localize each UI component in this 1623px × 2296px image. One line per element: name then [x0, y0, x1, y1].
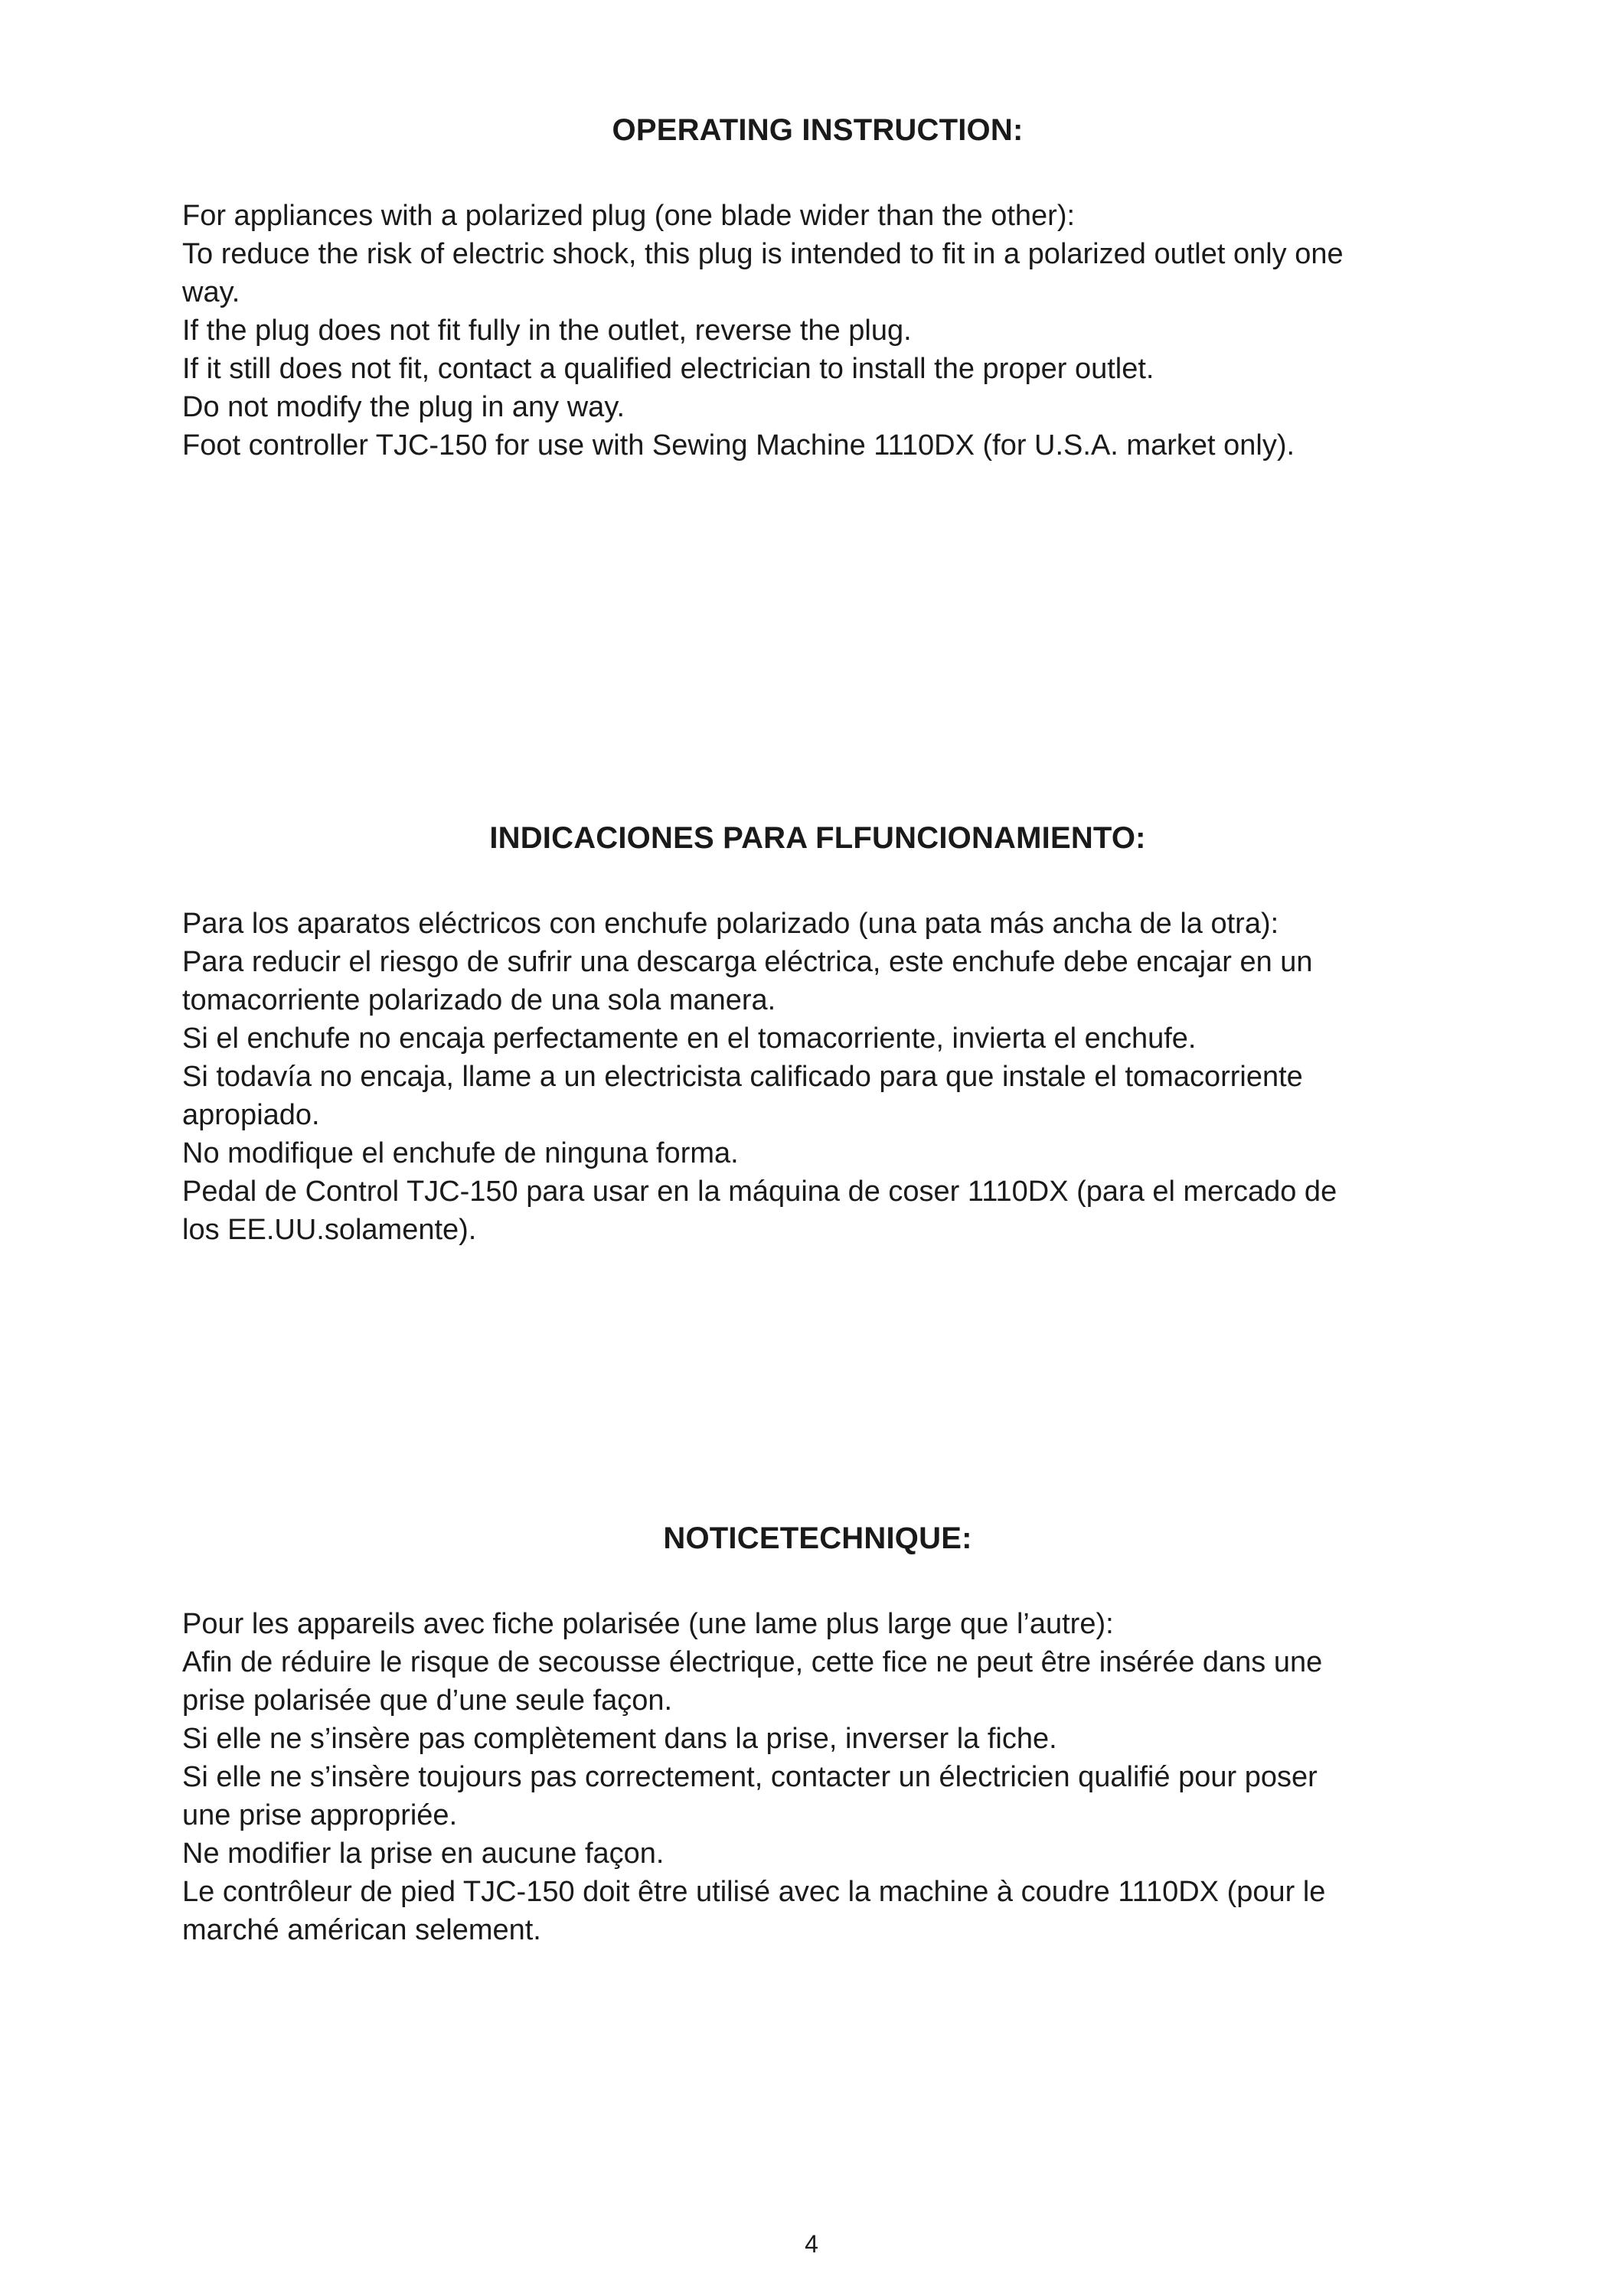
- text-line: Si elle ne s’insère toujours pas correctement, contacter un électricien qualifié pour poser: [182, 1761, 1318, 1793]
- section-body-english: [182, 197, 1453, 465]
- page-number: 4: [805, 2230, 818, 2258]
- text-line: Para reducir el riesgo de sufrir una descarga eléctrica, este enchufe debe encajar en un: [182, 946, 1313, 978]
- text-line: Si elle ne s’insère pas complètement dans la prise, inverser la fiche.: [182, 1723, 1057, 1755]
- section-body-french: [182, 1605, 1453, 1949]
- text-line: Pour les appareils avec fiche polarisée (une lame plus large que l’autre):: [182, 1608, 1114, 1640]
- text-line: Foot controller TJC-150 for use with Sewing Machine 1110DX (for U.S.A. market only).: [182, 429, 1295, 461]
- text-line: marché américan selement.: [182, 1914, 541, 1946]
- section-title-spanish: INDICACIONES PARA FLFUNCIONAMIENTO:: [489, 821, 1146, 855]
- text-line: To reduce the risk of electric shock, this plug is intended to fit in a polarized outlet only one: [182, 238, 1344, 270]
- text-line: Si el enchufe no encaja perfectamente en el tomacorriente, invierta el enchufe.: [182, 1022, 1197, 1055]
- section-spanish: [182, 819, 1453, 1249]
- text-line: Pedal de Control TJC-150 para usar en la máquina de coser 1110DX (para el mercado de: [182, 1176, 1337, 1208]
- text-line: For appliances with a polarized plug (one blade wider than the other):: [182, 200, 1076, 232]
- text-line: Le contrôleur de pied TJC-150 doit être utilisé avec la machine à coudre 1110DX (pour le: [182, 1876, 1326, 1908]
- section-body-spanish: [182, 905, 1453, 1249]
- text-line: Afin de réduire le risque de secousse électrique, cette fice ne peut être insérée dans une: [182, 1646, 1323, 1678]
- text-line: los EE.UU.solamente).: [182, 1214, 477, 1246]
- text-line: Si todavía no encaja, llame a un electricista calificado para que instale el tomacorriente: [182, 1061, 1303, 1093]
- text-line: apropiado.: [182, 1099, 320, 1131]
- text-line: way.: [182, 276, 240, 308]
- section-french: [182, 1519, 1453, 1949]
- section-title-french: NOTICETECHNIQUE:: [663, 1521, 972, 1555]
- section-title-english: OPERATING INSTRUCTION:: [612, 113, 1024, 147]
- text-line: prise polarisée que d’une seule façon.: [182, 1684, 673, 1717]
- text-line: Do not modify the plug in any way.: [182, 391, 625, 423]
- section-english: [182, 111, 1453, 465]
- text-line: une prise appropriée.: [182, 1799, 458, 1831]
- text-line: Para los aparatos eléctricos con enchufe polarizado (una pata más ancha de la otra):: [182, 908, 1279, 940]
- text-line: tomacorriente polarizado de una sola manera.: [182, 984, 776, 1016]
- text-line: If it still does not fit, contact a qualified electrician to install the proper outlet.: [182, 353, 1154, 385]
- text-line: Ne modifier la prise en aucune façon.: [182, 1838, 665, 1870]
- text-line: No modifique el enchufe de ninguna forma.: [182, 1137, 739, 1169]
- text-line: If the plug does not fit fully in the outlet, reverse the plug.: [182, 315, 912, 347]
